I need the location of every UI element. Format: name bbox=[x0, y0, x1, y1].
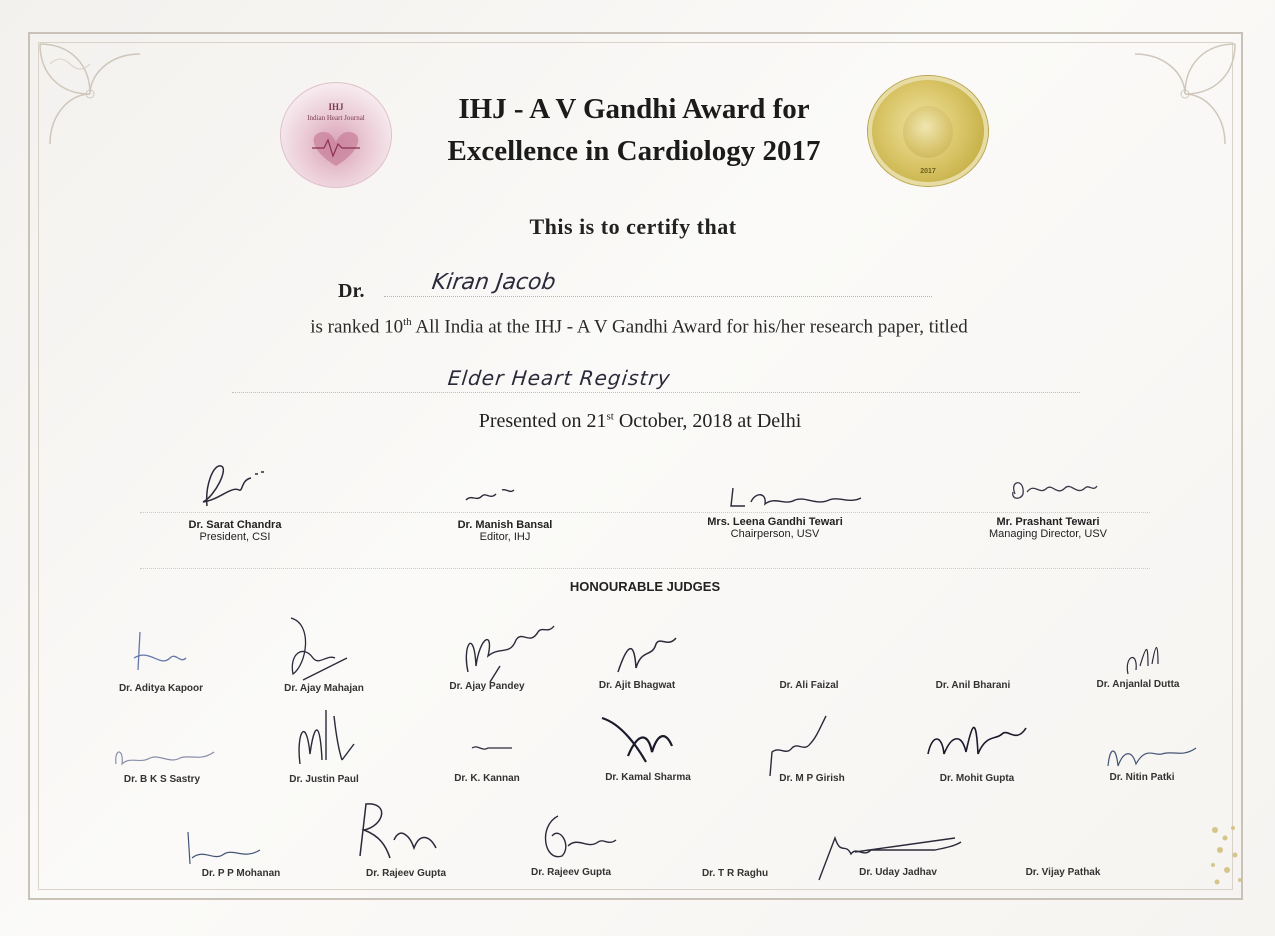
ranked-pre: is ranked 10 bbox=[310, 316, 404, 338]
signature-judge bbox=[922, 704, 1032, 768]
judges-heading: HONOURABLE JUDGES bbox=[569, 579, 721, 594]
judge-name: Dr. Rajeev Gupta bbox=[530, 867, 612, 878]
judge-name: Dr. Ajit Bhagwat bbox=[598, 680, 676, 691]
ihj-logo-text: IHJ bbox=[328, 102, 344, 112]
judge-name: Dr. Anjanlal Dutta bbox=[1096, 679, 1180, 690]
signatory-3 bbox=[645, 516, 905, 540]
judge-name: Dr. Kamal Sharma bbox=[605, 772, 691, 783]
signature-judge bbox=[1102, 736, 1202, 776]
signature-row-divider bbox=[140, 512, 1150, 513]
signature-judge bbox=[350, 796, 440, 866]
signature-sarat-chandra bbox=[195, 456, 275, 512]
judge-name: Dr. Mohit Gupta bbox=[939, 773, 1015, 784]
signature-prashant-tewari bbox=[1005, 474, 1105, 508]
title-line-2: Excellence in Cardiology 2017 bbox=[447, 135, 821, 167]
portrait-icon bbox=[903, 106, 953, 158]
judge-name: Dr. K. Kannan bbox=[454, 773, 520, 784]
signature-judge bbox=[1118, 636, 1168, 678]
judge-name: Dr. P P Mohanan bbox=[201, 868, 281, 879]
judge-name: Dr. Ajay Mahajan bbox=[284, 683, 364, 694]
signatory-1 bbox=[105, 519, 365, 543]
name-underline bbox=[384, 296, 932, 297]
judge-name: Dr. Aditya Kapoor bbox=[118, 683, 204, 694]
signatory-name: Mr. Prashant Tewari bbox=[996, 516, 1100, 528]
dr-label: Dr. bbox=[338, 280, 365, 302]
signature-judge bbox=[283, 614, 353, 684]
corner-ornament-bottom-right bbox=[1195, 810, 1255, 900]
ihj-logo bbox=[280, 82, 392, 188]
signature-judge bbox=[468, 740, 518, 756]
corner-ornament-top-right bbox=[1115, 34, 1245, 164]
gandhi-medal-logo bbox=[868, 76, 988, 186]
judge-name: Dr. T R Raghu bbox=[701, 868, 769, 879]
signature-manish-bansal bbox=[462, 480, 522, 510]
signature-leena-tewari bbox=[725, 484, 875, 514]
signatory-role: President, CSI bbox=[199, 531, 271, 543]
certify-text: This is to certify that bbox=[529, 214, 737, 239]
ranked-statement bbox=[200, 316, 1078, 338]
signatory-4 bbox=[918, 516, 1178, 540]
signature-judge bbox=[598, 712, 678, 768]
signature-judge bbox=[612, 628, 682, 678]
signatory-name: Mrs. Leena Gandhi Tewari bbox=[707, 516, 843, 528]
judge-name: Dr. Rajeev Gupta bbox=[365, 868, 447, 879]
heart-icon bbox=[306, 126, 366, 170]
judge-name: Dr. Justin Paul bbox=[289, 774, 359, 785]
signature-judge bbox=[110, 740, 220, 770]
ranked-post: All India at the IHJ - A V Gandhi Award for his/her research paper, titled bbox=[411, 316, 968, 338]
paper-title: Elder Heart Registry bbox=[446, 366, 672, 390]
medal-year: 2017 bbox=[920, 168, 936, 175]
signature-judge bbox=[538, 806, 618, 866]
signatory-name: Dr. Manish Bansal bbox=[457, 519, 553, 531]
signature-judge bbox=[290, 704, 360, 774]
judges-divider bbox=[140, 568, 1150, 569]
ranked-sup: th bbox=[403, 316, 412, 328]
presented-pre: Presented on 21 bbox=[478, 410, 607, 432]
presented-post: October, 2018 at Delhi bbox=[613, 410, 802, 432]
recipient-name: Kiran Jacob bbox=[430, 270, 558, 295]
signature-judge bbox=[130, 628, 190, 678]
signatory-2 bbox=[375, 519, 635, 543]
ihj-logo-subtext: Indian Heart Journal bbox=[307, 114, 365, 122]
presented-sup: st bbox=[606, 410, 614, 423]
judge-name: Dr. B K S Sastry bbox=[123, 774, 201, 785]
corner-ornament-top-left bbox=[30, 34, 160, 164]
judge-name: Dr. Nitin Patki bbox=[1109, 772, 1175, 783]
signatory-name: Dr. Sarat Chandra bbox=[188, 519, 282, 531]
paper-title-underline bbox=[232, 392, 1080, 393]
judge-name: Dr. Anil Bharani bbox=[935, 680, 1011, 691]
judge-name: Dr. M P Girish bbox=[779, 773, 845, 784]
judge-name: Dr. Ajay Pandey bbox=[449, 681, 525, 692]
judge-name: Dr. Vijay Pathak bbox=[1025, 867, 1101, 878]
presented-statement bbox=[380, 410, 900, 433]
signatory-role: Managing Director, USV bbox=[989, 528, 1107, 540]
certificate-title bbox=[400, 88, 868, 172]
title-line-1: IHJ - A V Gandhi Award for bbox=[458, 93, 810, 125]
signature-judge bbox=[764, 712, 834, 778]
judge-name: Dr. Ali Faizal bbox=[779, 680, 839, 691]
signature-judge bbox=[460, 616, 560, 686]
signature-judge bbox=[180, 828, 280, 868]
judge-name: Dr. Uday Jadhav bbox=[859, 867, 937, 878]
signatory-role: Chairperson, USV bbox=[730, 528, 820, 540]
signatory-role: Editor, IHJ bbox=[479, 531, 531, 543]
